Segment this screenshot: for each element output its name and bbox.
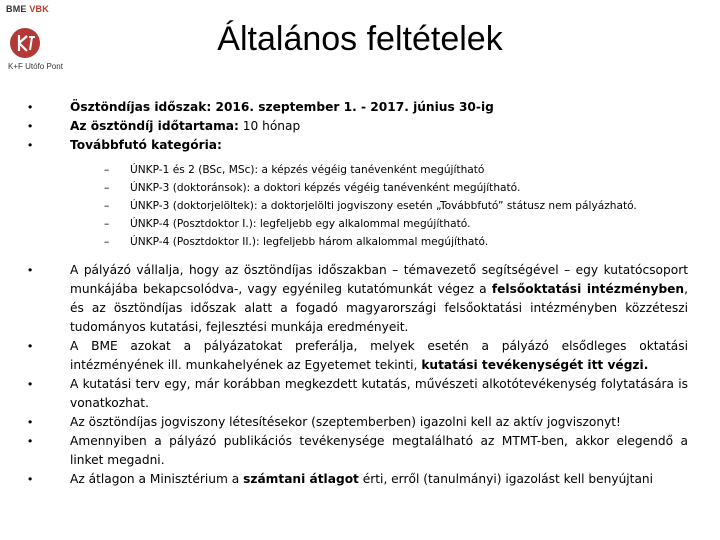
duration-value: 10 hónap [238,119,301,133]
list-item-duration [28,117,688,136]
list-item-bme-preference [28,337,688,375]
p1-text-a: A pályázó vállalja, hogy az ösztöndíjas időszakban – témavezető segítségével – egy kutatócsoport munkájába bekapcsolódva-, vagy egyénileg kutatómunkát végez a [70,263,688,296]
period-label: Ösztöndíjas időszak: [70,100,212,114]
list-item-publications: • Amennyiben a pályázó publikációs tevékenysége megtalálható az MTMT-ben, akkor elegendő a linket megadni. [28,432,688,470]
sublist-item: – ÚNKP-3 (doktorjelöltek): a doktorjelölti jogviszony esetén „Továbbfutó” státusz nem pályázható. [104,197,688,215]
sublist-item: – ÚNKP-4 (Posztdoktor II.): legfeljebb három alkalommal megújítható. [104,233,688,251]
p1-text-bold: felsőoktatási intézményben [491,282,685,296]
sublist-item: – ÚNKP-1 és 2 (BSc, MSc): a képzés végéig tanévenként megújítható [104,161,688,179]
logo-bme-text: BME [6,4,27,14]
p6-text-bold: számtani átlagot [243,472,359,486]
category-sublist [104,161,688,251]
p2-text-a: A BME azokat a pályázatokat preferálja, melyek esetén a pályázó elsődleges oktatási intézményének ill. munkahelyének az Egyetemet tekinti, [70,339,688,372]
p6-text-a: Az átlagon a Minisztérium a [70,472,244,486]
page-title: Általános feltételek [217,20,503,58]
sublist-item: – ÚNKP-4 (Posztdoktor I.): legfeljebb egy alkalommal megújítható. [104,215,688,233]
p1-text-c: , és az ösztöndíjas időszak alatt a fogadó magyarországi felsőoktatási intézményben közzéteszi tudományos kutatási, fejlesztési munkája eredményeit. [70,282,688,334]
p2-text-bold: kutatási tevékenységét itt végzi. [421,358,649,372]
list-item-period [28,98,688,117]
sublist-item: – ÚNKP-3 (doktoránsok): a doktori képzés végéig tanévenként megújítható. [104,179,688,197]
period-value: 2016. szeptember 1. - 2017. június 30-ig [211,100,494,114]
logo-bottom-text: K+F Utófo Pont [8,62,63,71]
list-item-category [28,136,688,155]
p6-text-c: érti, erről (tanulmányi) igazolást kell benyújtani [358,472,654,486]
logo-top-text [6,4,66,14]
logo-vbk-text: VBK [29,4,49,14]
category-label: Továbbfutó kategória: [70,138,222,152]
duration-label: Az ösztöndíj időtartama: [70,119,239,133]
list-item-research-plan: • A kutatási terv egy, már korábban megkezdett kutatás, művészeti alkotótevékenység folytatására is vonatkozhat. [28,375,688,413]
conditions-list [28,98,688,489]
list-item-legal-status: • Az ösztöndíjas jogviszony létesítésekor (szeptemberben) igazolni kell az aktív jogviszonyt! [28,413,688,432]
list-item-average [28,470,688,489]
list-item-research-commitment [28,261,688,337]
